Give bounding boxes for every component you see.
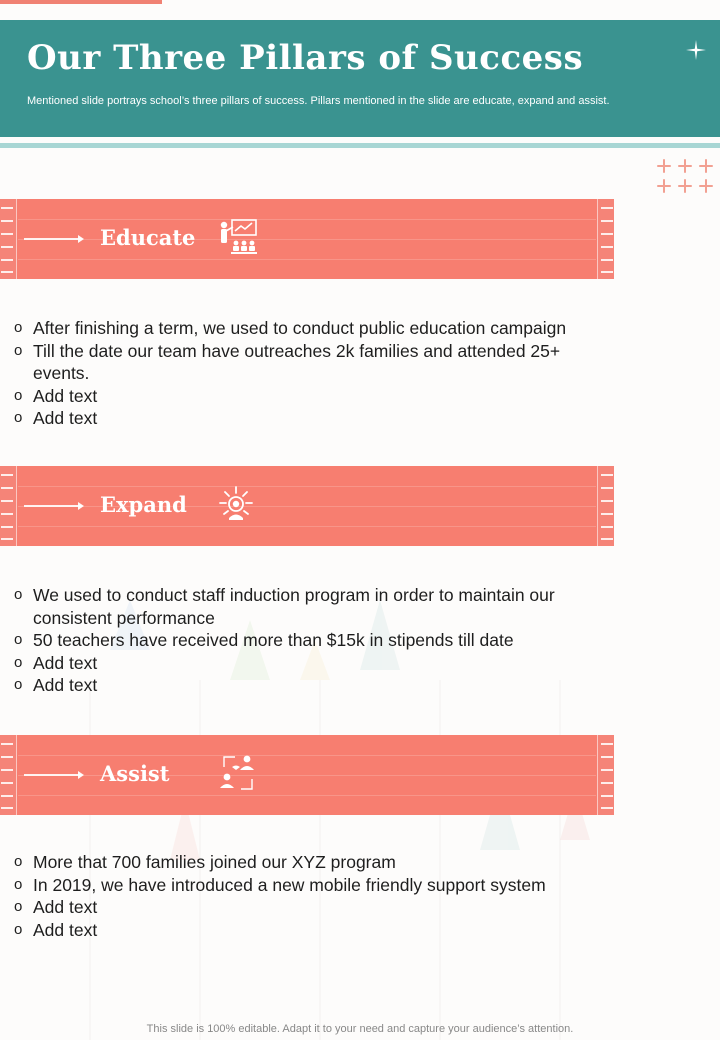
pillar-title: Expand xyxy=(100,492,187,517)
list-item: o Till the date our team have outreaches 2k families and attended 25+ events. xyxy=(14,340,561,383)
list-item: o Add text xyxy=(14,385,98,406)
banner-ticks-left xyxy=(0,470,14,542)
header-banner xyxy=(0,20,720,137)
list-item: o More that 700 families joined our XYZ program xyxy=(14,852,396,872)
pillar-bullets-educate xyxy=(14,317,614,430)
list-item: o Add text xyxy=(14,408,98,428)
pillar-title: Assist xyxy=(100,761,170,786)
list-item: o Add text xyxy=(14,675,98,695)
banner-ticks-left xyxy=(0,739,14,811)
list-item: o After finishing a term, we used to conduct public education campaign xyxy=(14,318,567,338)
arrow-icon xyxy=(24,774,82,776)
list-item: o Add text xyxy=(14,652,98,673)
sparkle-icon xyxy=(684,38,708,62)
support-people-icon xyxy=(216,753,260,795)
list-item: o In 2019, we have introduced a new mobile friendly support system xyxy=(14,874,546,895)
pillar-title: Educate xyxy=(100,225,196,250)
pillar-bullets-expand xyxy=(14,584,614,697)
pillar-banner-expand xyxy=(0,466,614,546)
page-subtitle: Mentioned slide portrays school’s three pillars of success. Pillars mentioned in the slide are educate, expand and assist. xyxy=(27,95,610,107)
banner-ticks-right xyxy=(600,203,614,275)
list-item: o Add text xyxy=(14,897,98,917)
pillar-bullets-assist xyxy=(14,851,614,941)
list-item: o We used to conduct staff induction program in order to maintain our consistent performance xyxy=(14,585,555,628)
page-title: Our Three Pillars of Success xyxy=(27,38,584,78)
header-stripe xyxy=(0,143,720,148)
list-item: o Add text xyxy=(14,919,98,940)
plus-pattern-icon xyxy=(656,158,714,194)
arrow-icon xyxy=(24,505,82,507)
pillar-banner-assist xyxy=(0,735,614,815)
pillar-banner-educate xyxy=(0,199,614,279)
presentation-teacher-icon xyxy=(216,217,260,259)
banner-ticks-right xyxy=(600,739,614,811)
arrow-icon xyxy=(24,238,82,240)
list-item: o 50 teachers have received more than $15k in stipends till date xyxy=(14,630,514,650)
footer-note: This slide is 100% editable. Adapt it to your need and capture your audience’s attention. xyxy=(146,1023,574,1035)
banner-ticks-right xyxy=(600,470,614,542)
top-accent-bar xyxy=(0,0,162,4)
idea-burst-icon xyxy=(216,484,260,526)
banner-ticks-left xyxy=(0,203,14,275)
